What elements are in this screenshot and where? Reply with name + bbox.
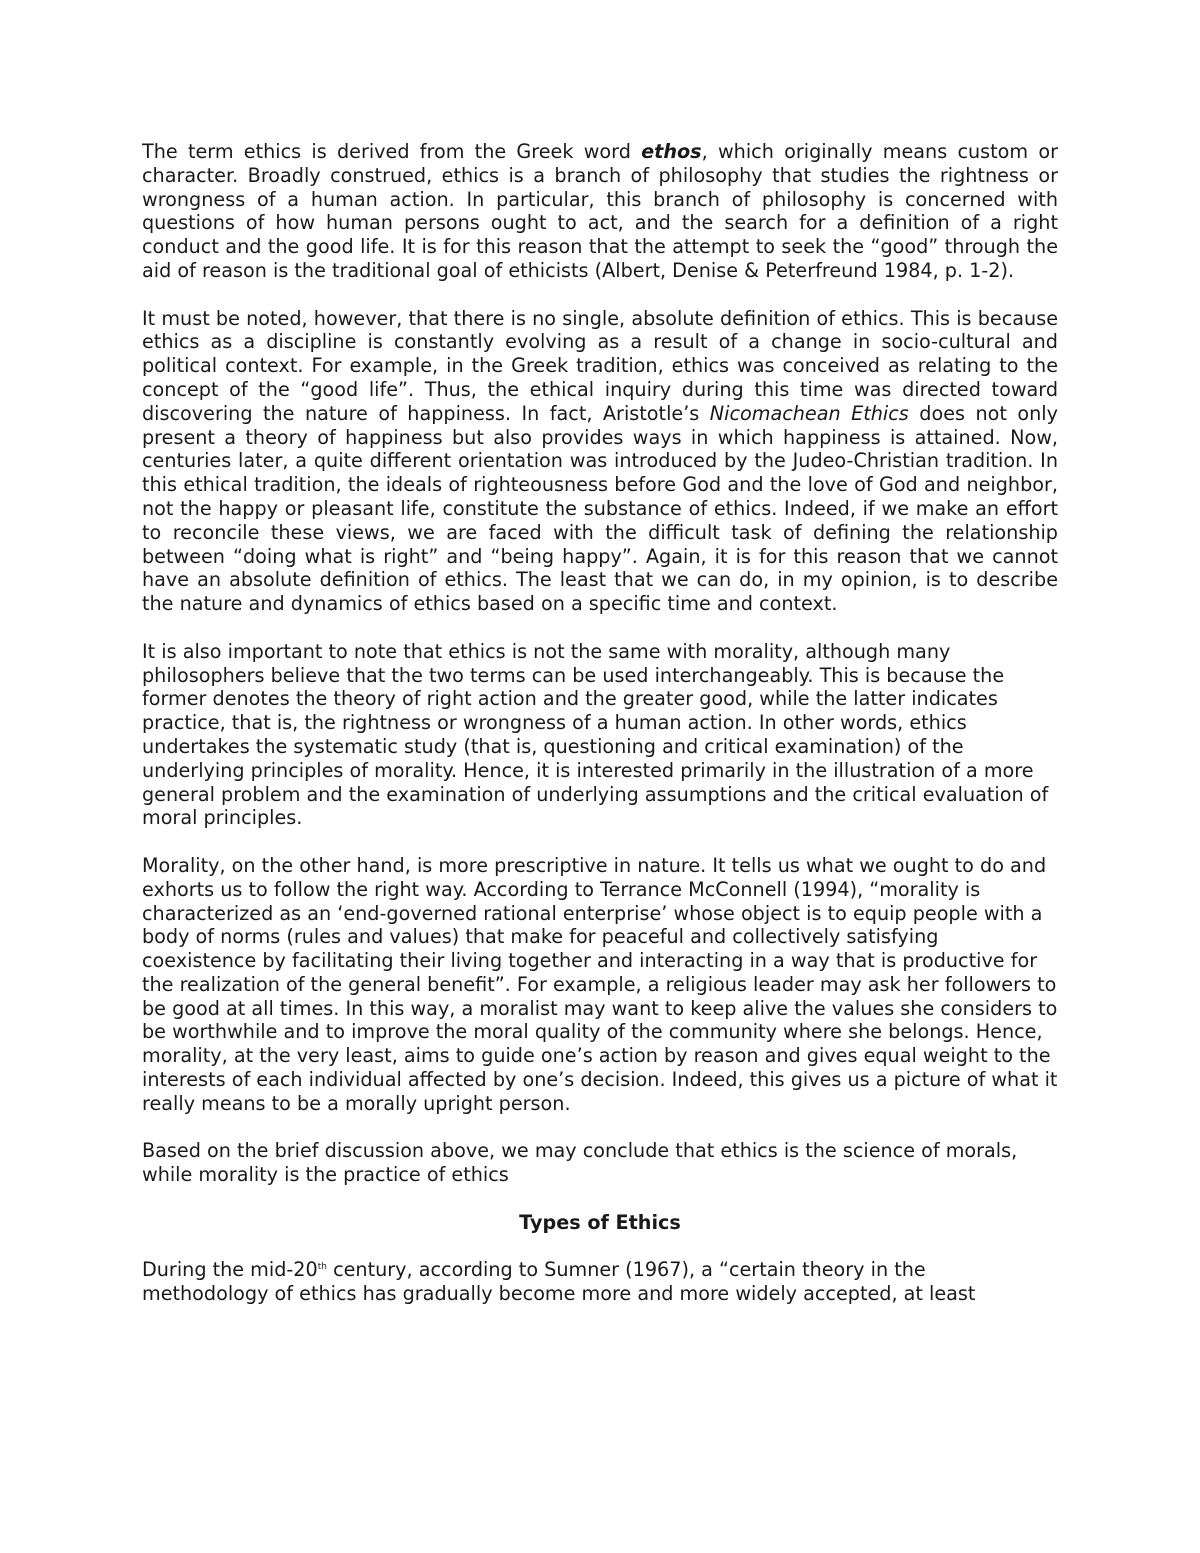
paragraph-no-absolute-definition (142, 307, 1058, 616)
document-page (142, 140, 1058, 1330)
book-title: Nicomachean Ethics (709, 401, 909, 425)
paragraph-text: The term ethics is derived from the Greek word (142, 140, 642, 163)
paragraph-text: , which originally means custom or character. Broadly construed, ethics is a branch of philosophy that studies the rightness or wrongness of a human action. In particular, this branch of philosophy is concerned with questions of how human persons ought to act, and the search for a definition of a right conduct and the good life. It is for this reason that the attempt to seek the “good” through the aid of reason is the traditional goal of ethicists (Albert, Denise & Peterfreund 1984, p. 1-2). (142, 140, 1058, 282)
emphasized-term: ethos (641, 140, 702, 163)
paragraph-conclusion: Based on the brief discussion above, we may conclude that ethics is the science of morals, while morality is the practice of ethics (142, 1139, 1018, 1187)
paragraph-types-intro (142, 1258, 1058, 1306)
paragraph-text: It must be noted, however, that there is no single, absolute definition of ethics. This is because ethics as a discipline is constantly evolving as a result of a change in socio-cultural and political context. For example, in the Greek tradition, ethics was conceived as relating to the concept of the “good life”. Thus, the ethical inquiry during this time was directed toward discovering the nature of happiness. In fact, Aristotle’s (142, 306, 1058, 425)
paragraph-text: century, according to Sumner (1967), a “certain theory in the methodology of ethics has gradually become more and more widely accepted, at least (142, 1258, 976, 1306)
paragraph-morality-prescriptive: Morality, on the other hand, is more prescriptive in nature. It tells us what we ought to do and exhorts us to follow the right way. According to Terrance McConnell (1994), “morality is characterized as an ‘end-governed rational enterprise’ whose object is to equip people with a body of norms (rules and values) that make for peaceful and collectively satisfying coexistence by facilitating their living together and interacting in a way that is productive for the realization of the general benefit”. For example, a religious leader may ask her followers to be good at all times. In this way, a moralist may want to keep alive the values she considers to be worthwhile and to improve the moral quality of the community where she belongs. Hence, morality, at the very least, aims to guide one’s action by reason and gives equal weight to the interests of each individual affected by one’s decision. Indeed, this gives us a picture of what it really means to be a morally upright person. (142, 853, 1058, 1115)
paragraph-ethics-definition (142, 140, 1058, 283)
paragraph-text: does not only present a theory of happiness but also provides ways in which happiness is attained. Now, centuries later, a quite different orientation was introduced by the Judeo-Christian tradition. In this ethical tradition, the ideals of righteousness before God and the love of God and neighbor, not the happy or pleasant life, constitute the substance of ethics. Indeed, if we make an effort to reconcile these views, we are faced with the difficult task of defining the relationship between “doing what is right” and “being happy”. Again, it is for this reason that we cannot have an absolute definition of ethics. The least that we can do, in my opinion, is to describe the nature and dynamics of ethics based on a specific time and context. (142, 401, 1058, 616)
section-heading: Types of Ethics (519, 1210, 681, 1234)
paragraph-text: During the mid-20 (142, 1258, 318, 1282)
paragraph-ethics-vs-morality: It is also important to note that ethics is not the same with morality, although many philosophers believe that the two terms can be used interchangeably. This is because the former denotes the theory of right action and the greater good, while the latter indicates practice, that is, the rightness or wrongness of a human action. In other words, ethics undertakes the systematic study (that is, questioning and critical examination) of the underlying principles of morality. Hence, it is interested primarily in the illustration of a more general problem and the examination of underlying assumptions and the critical evaluation of moral principles. (142, 639, 1049, 830)
ordinal-superscript: th (317, 1262, 327, 1273)
